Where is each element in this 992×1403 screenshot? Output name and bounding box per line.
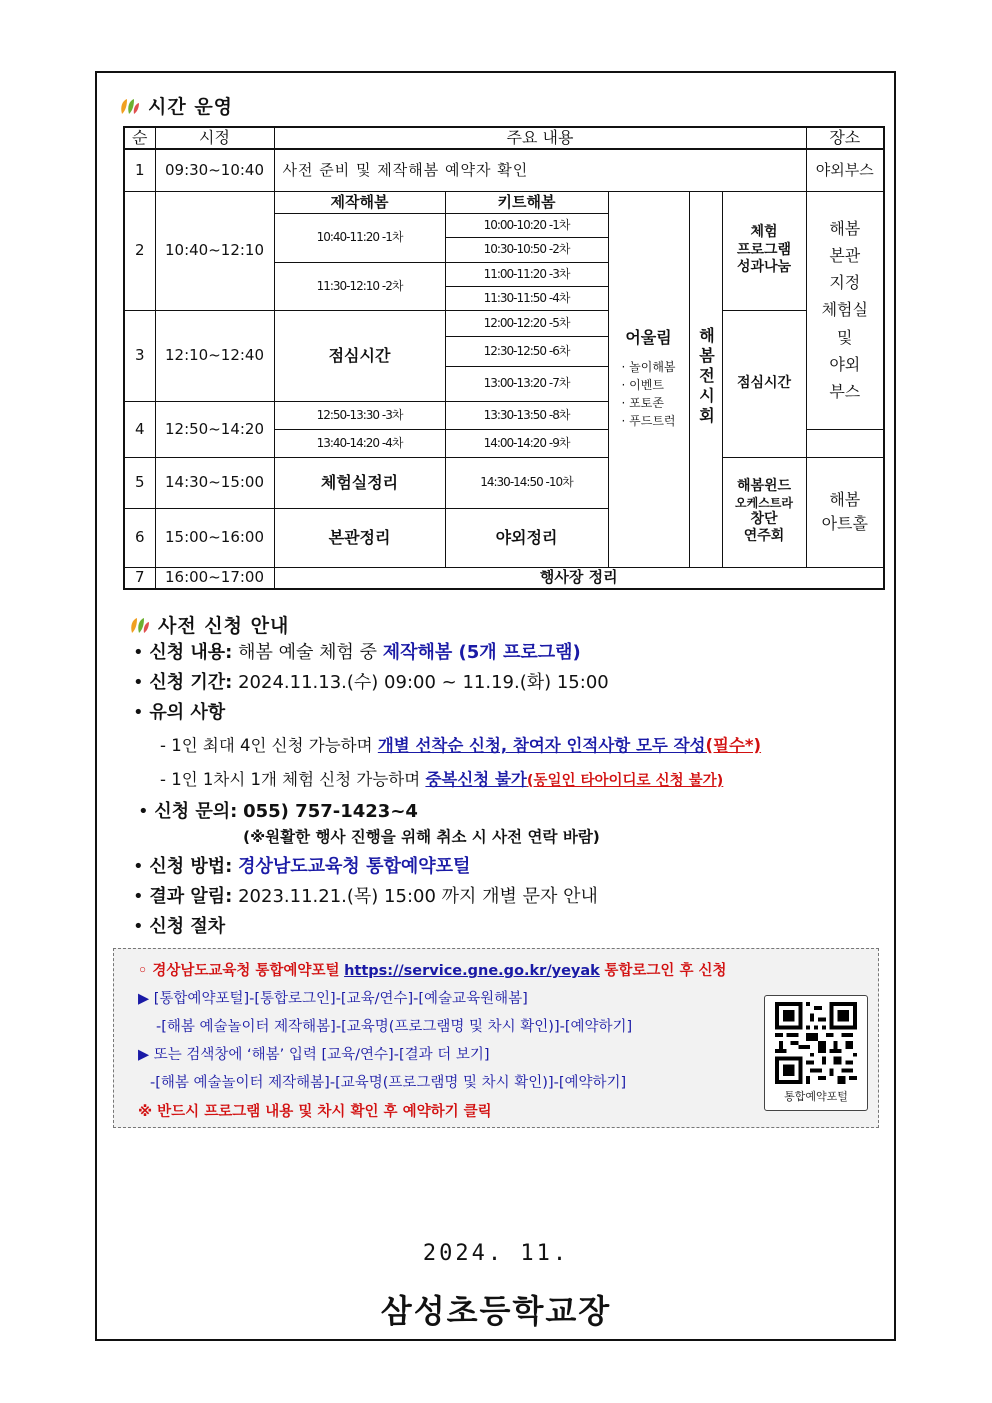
row4-time: 12:50~14:20 [155, 401, 274, 457]
row3-no: 3 [124, 310, 155, 401]
concert-line: 오케스트라 [735, 495, 793, 510]
activity-item: · 이벤트 [621, 378, 664, 392]
place-line: 부스 [829, 381, 861, 401]
kit-session: 야외정리 [445, 508, 608, 567]
place-line: 해봄 [829, 490, 861, 509]
place-hall-cell [806, 457, 884, 567]
apply-procedure-label: • 신청 절차 [133, 916, 226, 937]
concert-cell [722, 457, 806, 567]
apply-method-line: • 신청 방법: 경상남도교육청 통합예약포털 [133, 856, 471, 877]
activity-item: · 푸드트럭 [621, 414, 676, 428]
kit-session: 13:00-13:20 -7차 [445, 366, 608, 401]
procedure-line-2: ▶ [통합예약포털]-[통합로그인]-[교육/연수]-[예술교육원해봄] [138, 991, 528, 1007]
kit-session: 11:30-11:50 -4차 [445, 286, 608, 310]
kit-session: 14:00-14:20 -9차 [445, 429, 608, 457]
schedule-table [123, 126, 885, 590]
apply-note1: - 1인 최대 4인 신청 가능하며 개별 선착순 신청, 참여자 인적사항 모두 작성(필수*) [160, 736, 762, 755]
program-share-line: 체험 [750, 224, 778, 241]
procedure-line-1: ◦ 경상남도교육청 통합예약포털 https://service.gne.go.kr/yeyak 통합로그인 후 신청 [138, 963, 727, 979]
make-session: 11:30-12:10 -2차 [274, 262, 445, 310]
exhibit-cell [689, 191, 722, 567]
leaf-bullet-icon [118, 97, 140, 115]
procedure-box [113, 948, 879, 1128]
row7-content: 행사장 정리 [274, 567, 884, 589]
place-line: 지정 [829, 273, 861, 293]
concert-line: 창단 [750, 510, 778, 527]
row5-time: 14:30~15:00 [155, 457, 274, 508]
make-subheader: 제작해봄 [274, 191, 445, 213]
concert-line: 해봄윈드 [736, 478, 792, 495]
row1-content: 사전 준비 및 제작해봄 예약자 확인 [274, 149, 806, 191]
row3-time: 12:10~12:40 [155, 310, 274, 401]
exhibit-label: 해봄전시회 [696, 326, 716, 427]
row6-time: 15:00~16:00 [155, 508, 274, 567]
portal-link[interactable]: https://service.gne.go.kr/yeyak [344, 963, 600, 979]
kit-subheader: 키트해봄 [445, 191, 608, 213]
row1-no: 1 [124, 149, 155, 191]
signature: 삼성초등학교장 [380, 1292, 612, 1330]
leaf-bullet-icon [128, 616, 150, 634]
qr-caption: 통합예약포털 [784, 1090, 848, 1103]
place-line: 아트홀 [821, 514, 868, 533]
procedure-line-3: -[해봄 예술놀이터 제작해봄]-[교육명(프로그램명 및 차시 확인)]-[예약하기] [156, 1019, 633, 1035]
document-date: 2024. 11. [422, 1241, 570, 1266]
apply-notes-label: • 유의 사항 [133, 702, 226, 723]
apply-period-line: • 신청 기간: 2024.11.13.(수) 09:00 ~ 11.19.(화) 15:00 [133, 672, 609, 693]
kit-session: 12:30-12:50 -6차 [445, 336, 608, 366]
row5-no: 5 [124, 457, 155, 508]
kit-session: 10:30-10:50 -2차 [445, 237, 608, 262]
apply-result-line: • 결과 알림: 2023.11.21.(목) 15:00 까지 개별 문자 안내 [133, 886, 598, 907]
make-session: 체험실정리 [274, 457, 445, 508]
make-session: 13:40-14:20 -4차 [274, 429, 445, 457]
procedure-line-4: ▶ 또는 검색창에 ‘해봄’ 입력 [교육/연수]-[결과 더 보기] [138, 1047, 490, 1063]
make-session: 점심시간 [274, 310, 445, 401]
place-line: 체험실 [821, 300, 868, 320]
concert-line: 연주회 [743, 528, 785, 545]
apply-note2: - 1인 1차시 1개 체험 신청 가능하며 중복신청 불가(동일인 타아이디로 신청 불가) [160, 770, 724, 789]
make-session: 본관정리 [274, 508, 445, 567]
lunch-cell: 점심시간 [722, 310, 806, 457]
row6-no: 6 [124, 508, 155, 567]
header-time: 시정 [155, 127, 274, 149]
activity-item: · 포토존 [621, 396, 664, 410]
procedure-line-6: ※ 반드시 프로그램 내용 및 차시 확인 후 예약하기 클릭 [138, 1104, 492, 1120]
header-no: 순 [124, 127, 155, 149]
header-place: 장소 [806, 127, 884, 149]
qr-code[interactable] [764, 995, 868, 1111]
make-session: 12:50-13:30 -3차 [274, 401, 445, 429]
row7-time: 16:00~17:00 [155, 567, 274, 589]
program-share-line: 프로그램 [736, 241, 792, 258]
row2-no: 2 [124, 191, 155, 310]
qr-code-icon [775, 1002, 857, 1084]
row7-no: 7 [124, 567, 155, 589]
place-line: 야외 [829, 354, 861, 374]
kit-session: 13:30-13:50 -8차 [445, 401, 608, 429]
apply-section-title: 사전 신청 안내 [128, 611, 289, 638]
program-share-line: 성과나눔 [736, 259, 792, 276]
row1-place: 야외부스 [806, 149, 884, 191]
kit-session: 11:00-11:20 -3차 [445, 262, 608, 286]
header-content: 주요 내용 [274, 127, 806, 149]
activity-cell [608, 191, 689, 567]
program-share-cell [722, 191, 806, 310]
row4-no: 4 [124, 401, 155, 457]
place-line: 및 [837, 327, 853, 347]
activity-item: · 놀이해봄 [621, 360, 676, 374]
row1-time: 09:30~10:40 [155, 149, 274, 191]
activity-title: 어울림 [625, 328, 672, 347]
kit-session: 12:00-12:20 -5차 [445, 310, 608, 336]
apply-content-line: • 신청 내용: 해봄 예술 체험 중 제작해봄 (5개 프로그램) [133, 642, 581, 663]
place-line: 해봄 [829, 218, 861, 238]
row2-time: 10:40~12:10 [155, 191, 274, 310]
make-session: 10:40-11:20 -1차 [274, 213, 445, 262]
kit-session: 14:30-14:50 -10차 [445, 457, 608, 508]
apply-contact-line: • 신청 문의: 055) 757-1423~4 [138, 801, 418, 822]
place-main-cell [806, 191, 884, 429]
kit-session: 10:00-10:20 -1차 [445, 213, 608, 237]
place-line: 본관 [829, 246, 861, 266]
procedure-line-5: -[해봄 예술놀이터 제작해봄]-[교육명(프로그램명 및 차시 확인)]-[예약하기] [150, 1075, 627, 1091]
schedule-section-title: 시간 운영 [118, 92, 233, 119]
apply-contact-note: (※원활한 행사 진행을 위해 취소 시 사전 연락 바람) [243, 828, 600, 846]
